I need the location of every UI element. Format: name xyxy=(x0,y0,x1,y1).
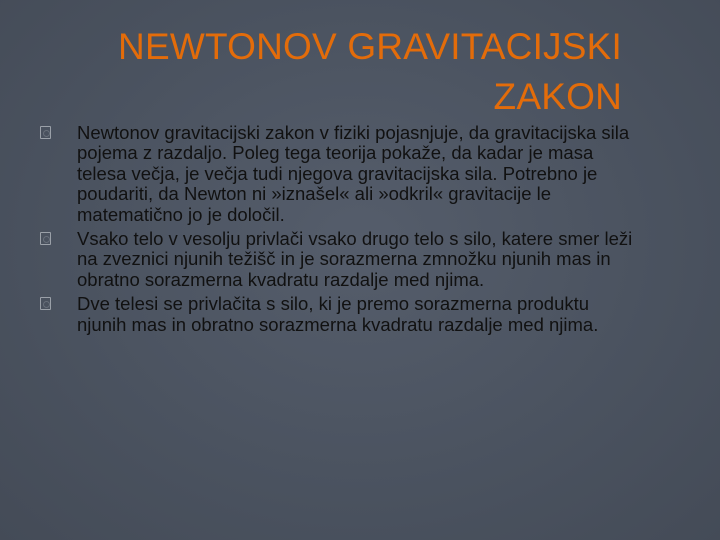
bullet-list xyxy=(40,123,640,339)
bullet-item-1 xyxy=(40,123,640,225)
slide-title-line-2: ZAKON xyxy=(493,76,622,117)
missing-glyph-box-icon xyxy=(40,297,51,310)
missing-glyph-box-icon xyxy=(40,126,51,139)
slide-title-line-1: NEWTONOV GRAVITACIJSKI xyxy=(118,26,622,67)
bullet-text-3: Dve telesi se privlačita s silo, ki je premo sorazmerna produktu njunih mas in obratno sorazmerna kvadratu razdalje med njima. xyxy=(77,293,599,335)
bullet-item-3 xyxy=(40,294,640,335)
bullet-text-2: Vsako telo v vesolju privlači vsako drugo telo s silo, katere smer leži na zveznici njunih težišč in je sorazmerna zmnožku njunih mas in obratno sorazmerna kvadratu razdalje med njima. xyxy=(77,228,633,290)
bullet-item-2 xyxy=(40,229,640,290)
slide-title xyxy=(40,22,622,122)
bullet-text-1: Newtonov gravitacijski zakon v fiziki pojasnjuje, da gravitacijska sila pojema z razdaljo. Poleg tega teorija pokaže, da kadar je masa telesa večja, je večja tudi njegova gravitacijska sila. Potrebno je poudariti, da Newton ni »iznašel« ali »odkril« gravitacije le matematično jo je določil. xyxy=(77,122,630,225)
missing-glyph-box-icon xyxy=(40,232,51,245)
